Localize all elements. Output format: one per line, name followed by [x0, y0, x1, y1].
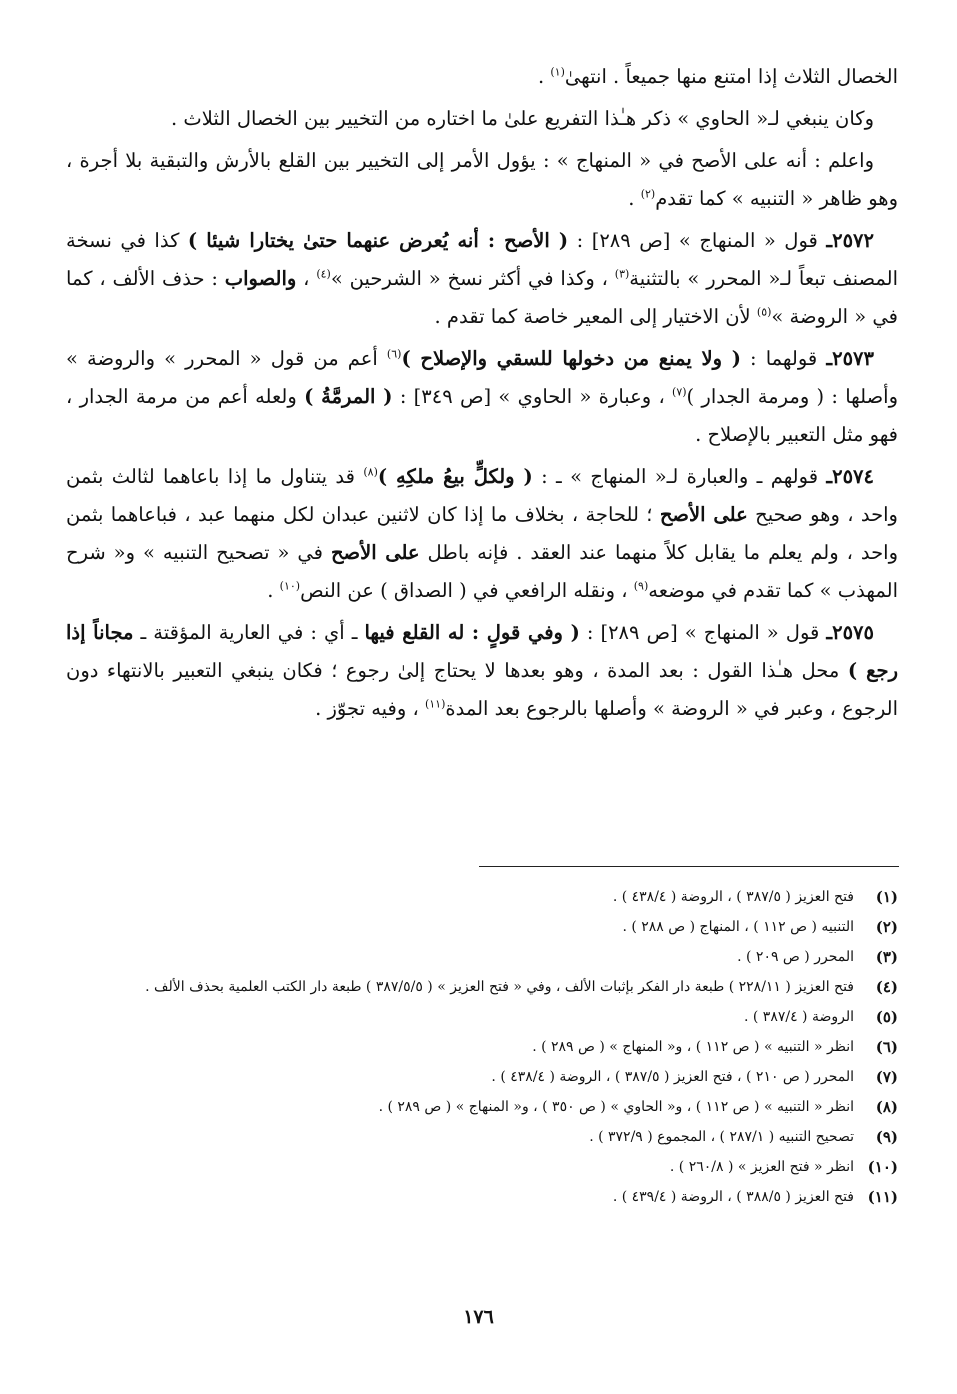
bold-run: ( ولكلٍّ بيعُ ملكِهِ ): [377, 465, 533, 488]
footnote-ref: (١٠): [279, 579, 301, 593]
footnote-ref: (٤): [316, 267, 331, 281]
paragraph-2574: [66, 458, 898, 610]
footnotes: [66, 886, 898, 1216]
paragraph-2575: [66, 614, 898, 728]
footnote-text: المحرر ( ص ٢١٠ ) ، فتح العزيز ( ٣٨٧/٥ ) ، الروضة ( ٤٣٨/٤ ) .: [491, 1069, 854, 1085]
bold-run: ( المرمَّةُ ): [304, 385, 393, 408]
text-run: .: [628, 187, 641, 210]
footnote: [66, 1036, 898, 1059]
footnote-text: فتح العزيز ( ٣٨٨/٥ ) ، الروضة ( ٤٣٩/٤ ) .: [612, 1189, 854, 1205]
text-run: ، وفيه تجوّز .: [315, 697, 425, 720]
bold-run: ( الأصح : أنه يُعرض عنهما حتىٰ يختارا شيئا ): [187, 229, 569, 252]
footnote-separator: [479, 866, 899, 867]
text-run: ؛ للحاجة ، بخلاف ما إذا كان لاثنين عبدان لكل منهما عبد ، فباعاهما بثمن واحد ، ولم يعلم ما يقابل كلاً منهما عند العقد . فإنه باطل: [66, 503, 898, 564]
footnote-ref: (٣): [614, 267, 630, 281]
footnote-number: (٦): [875, 1038, 898, 1056]
footnote-ref: (٨): [363, 465, 378, 479]
footnote: [66, 886, 898, 909]
text-run: قولهما :: [740, 347, 827, 370]
paragraph-2572: [66, 222, 898, 336]
footnote: [66, 1066, 898, 1089]
paragraph-2573: [66, 340, 898, 454]
text-run: وكان ينبغي لـ« الحاوي » ذكر هـٰذا التفريع علىٰ ما اختاره من التخيير بين الخصال الثلاث .: [171, 107, 874, 130]
text-run: قد يتناول ما إذا باعاهما لثالث بثمن واحد ، وهو صحيح: [66, 465, 898, 526]
footnote-number: (٢): [875, 918, 898, 936]
text-run: ولعله أعم من مرمة الجدار ، فهو مثل التعبير بالإصلاح .: [66, 385, 898, 446]
footnote-text: فتح العزيز ( ٢٢٨/١١ ) طبعة دار الفكر بإثبات الألف ، وفي « فتح العزيز » ( ٣٨٧/٥/٥ ) طبعة دار الكتب العلمية بحذف الألف .: [145, 979, 854, 995]
paragraph: [66, 142, 898, 218]
footnote: [66, 1006, 898, 1029]
footnote-number: (٣): [875, 948, 898, 966]
bold-run: على الأصح: [330, 541, 420, 564]
text-run: .: [267, 579, 280, 602]
bold-run: على الأصح: [659, 503, 748, 526]
bold-run: ٢٥٧٢ـ: [826, 229, 874, 252]
paragraph: [66, 58, 898, 96]
footnote-text: انظر « فتح العزيز » ( ٢٦٠/٨ ) .: [669, 1159, 854, 1175]
footnote-text: انظر « التنبيه » ( ص ١١٢ ) ، و« الحاوي » ( ص ٣٥٠ ) ، و« المنهاج » ( ص ٢٨٩ ) .: [378, 1099, 854, 1115]
page-body: [66, 58, 898, 732]
footnote-number: (٩): [875, 1128, 898, 1146]
footnote-text: التنبيه ( ص ١١٢ ) ، المنهاج ( ص ٢٨٨ ) .: [622, 919, 854, 935]
footnote: [66, 1096, 898, 1119]
footnote: [66, 916, 898, 939]
footnote-text: الروضة ( ٣٨٧/٤ ) .: [743, 1009, 854, 1025]
footnote-ref: (١١): [424, 697, 446, 711]
footnote-number: (٨): [875, 1098, 898, 1116]
bold-run: ٢٥٧٥ـ: [826, 621, 875, 644]
text-run: محل هـٰذا القول : بعد المدة ، وهو بعدها لا يحتاج إلىٰ رجوع ؛ فكان ينبغي التعبير بالانتهاء دون الرجوع ، وعبر في « الروضة » وأصلها بالرجوع بعد المدة: [66, 659, 898, 720]
text-run: ، وكذا في أكثر نسخ « الشرحين »: [330, 267, 615, 290]
footnote: [66, 946, 898, 969]
text-run: ،: [296, 267, 317, 290]
footnote-ref: (٢): [640, 187, 656, 201]
text-run: قول « المنهاج » [ص ٢٨٩] :: [568, 229, 827, 252]
text-run: : حذف الألف ، كما في « الروضة »: [66, 267, 898, 328]
text-run: لأن الاختيار إلى المعير خاصة كما تقدم .: [434, 305, 757, 328]
text-run: قول « المنهاج » [ص ٢٨٩] :: [579, 621, 827, 644]
footnote-text: تصحيح التنبيه ( ٢٨٧/١ ) ، المجموع ( ٣٧٢/٩ ) .: [589, 1129, 854, 1145]
footnote-number: (٥): [875, 1008, 898, 1026]
footnote-number: (٧): [875, 1068, 898, 1086]
footnote-ref: (٥): [756, 305, 772, 319]
bold-run: مجاناً إذا رجع ): [66, 621, 898, 682]
footnote-ref: (١): [550, 65, 565, 79]
bold-run: ٢٥٧٤ـ: [826, 465, 874, 488]
text-run: كذا في نسخة المصنف تبعاً لـ« المحرر » بالتثنية: [66, 229, 899, 290]
footnote-ref: (٦): [386, 347, 402, 361]
footnote: [66, 976, 898, 999]
footnote-number: (٤): [875, 978, 898, 996]
text-run: واعلم : أنه على الأصح في « المنهاج » : يؤول الأمر إلى التخيير بين القلع بالأرش والتبقية بلا أجرة ، وهو ظاهر « التنبيه » كما تقدم: [66, 149, 898, 210]
text-run: الخصال الثلاث إذا امتنع منها جميعاً . انتهىٰ: [564, 65, 898, 88]
text-run: .: [537, 65, 551, 88]
footnote-ref: (٧): [672, 385, 687, 399]
paragraph: [66, 100, 898, 138]
footnote-text: انظر « التنبيه » ( ص ١١٢ ) ، و« المنهاج » ( ص ٢٨٩ ) .: [532, 1039, 854, 1055]
footnote-number: (١٠): [867, 1158, 898, 1176]
text-run: ـ أي : في العارية المؤقتة ـ: [133, 621, 365, 644]
text-run: أعم من قول « المحرر » والروضة » وأصلها : ( ومرمة الجدار ): [66, 347, 899, 408]
bold-run: والصواب: [224, 267, 297, 290]
bold-run: ٢٥٧٣ـ: [826, 347, 874, 370]
text-run: قولهم ـ والعبارة لـ« المنهاج » ـ :: [532, 465, 827, 488]
footnote: [66, 1186, 898, 1209]
footnote: [66, 1156, 898, 1179]
main-text: [66, 58, 898, 728]
text-run: ، ونقله الرافعي في ( الصداق ) عن النص: [300, 579, 634, 602]
footnote-number: (١): [875, 888, 898, 906]
text-run: في « تصحيح التنبيه » و« شرح المهذب » كما تقدم في موضعه: [66, 541, 898, 602]
text-run: ، وعبارة « الحاوي » [ص ٣٤٩] :: [392, 385, 673, 408]
footnote-text: المحرر ( ص ٢٠٩ ) .: [737, 949, 854, 965]
footnote-text: فتح العزيز ( ٣٨٧/٥ ) ، الروضة ( ٤٣٨/٤ ) .: [612, 889, 854, 905]
footnote-number: (١١): [867, 1188, 898, 1206]
bold-run: ( ولا يمنع من دخولها للسقي والإصلاح ): [401, 347, 741, 370]
footnote: [66, 1126, 898, 1149]
page-number: ١٧٦: [463, 1306, 494, 1328]
bold-run: ( وفي قولٍ : له القلع فيها: [364, 621, 580, 644]
footnote-ref: (٩): [633, 579, 649, 593]
